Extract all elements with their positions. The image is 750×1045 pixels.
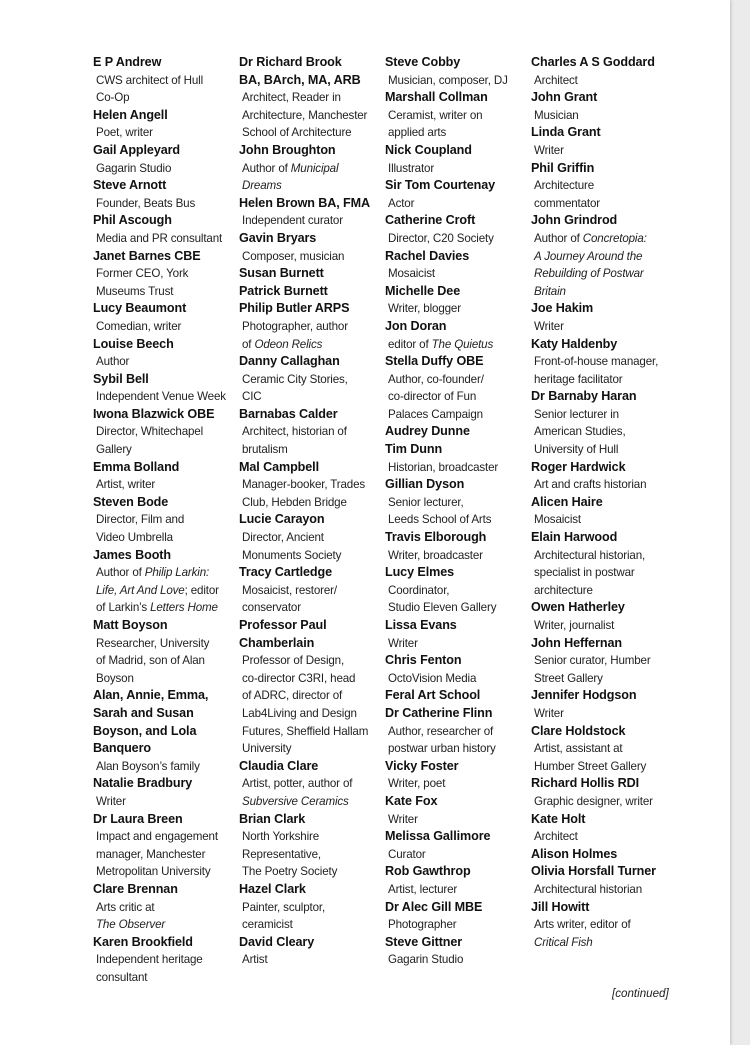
contributors-column-1 [93, 54, 243, 986]
contributor-name: Jill Howitt [531, 899, 590, 914]
contributor-entry [385, 687, 535, 705]
contributor-entry [239, 54, 389, 142]
contributor-role: Senior lecturer in [534, 407, 619, 421]
contributor-role: Artist, assistant at [534, 742, 623, 756]
contributor-role: University of Hull [534, 443, 619, 457]
contributor-name: Lucy Elmes [385, 565, 454, 580]
contributor-name: Steven Bode [93, 494, 169, 509]
contributor-role: editor of The Quietus [388, 337, 494, 351]
contributor-entry [239, 265, 389, 283]
contributor-name: Brian Clark [239, 811, 306, 826]
contributor-name: Alison Holmes [531, 846, 618, 861]
contributor-entry [385, 705, 535, 758]
contributor-role: co-director of Fun [388, 390, 477, 404]
contributor-entry [239, 881, 389, 934]
contributor-entry [93, 142, 243, 177]
contributor-name: Audrey Dunne [385, 424, 470, 439]
contributor-role: Art and crafts historian [534, 478, 647, 492]
contributor-name: Nick Coupland [385, 142, 472, 157]
contributor-role: The Observer [96, 918, 166, 932]
contributor-role: Ceramist, writer on [388, 108, 483, 122]
contributor-role: Architectural historian [534, 882, 643, 896]
contributor-role: Writer [388, 636, 418, 650]
contributor-role: Coordinator, [388, 583, 450, 597]
contributor-role: Alan Boyson’s family [96, 759, 200, 773]
contributor-entry [93, 54, 243, 107]
contributor-entry [93, 459, 243, 494]
contributor-role: conservator [242, 601, 301, 615]
contributor-name: Dr Barnaby Haran [531, 389, 637, 404]
contributor-entry [385, 529, 535, 564]
contributor-role: Author [96, 355, 130, 369]
contributor-role: Musician, composer, DJ [388, 73, 508, 87]
contributor-role: Independent heritage [96, 953, 203, 967]
contributor-name: Janet Barnes CBE [93, 248, 201, 263]
contributor-name: Clare Holdstock [531, 723, 626, 738]
contributor-name: Tracy Cartledge [239, 565, 332, 580]
contributor-role: Poet, writer [96, 126, 153, 140]
contributor-name: Joe Hakim [531, 301, 594, 316]
contributor-entry [531, 687, 681, 722]
contributor-name: Natalie Bradbury [93, 776, 193, 791]
contributor-entry [93, 212, 243, 247]
contributor-name: Dr Catherine Flinn [385, 705, 493, 720]
contributor-role: Photographer [388, 918, 457, 932]
contributor-role: brutalism [242, 443, 288, 457]
contributor-name: Boyson, and Lola [93, 723, 197, 738]
contributor-role: Media and PR consultant [96, 231, 223, 245]
contributor-entry [531, 300, 681, 335]
contributor-role: Critical Fish [534, 935, 593, 949]
contributor-role: Artist [242, 953, 268, 967]
contributor-name: Roger Hardwick [531, 459, 626, 474]
contributor-name: Alicen Haire [531, 494, 603, 509]
contributor-role: American Studies, [534, 425, 626, 439]
contributor-name: Phil Griffin [531, 160, 595, 175]
contributor-entry [531, 899, 681, 952]
contributor-entry [385, 212, 535, 247]
contributor-name: Marshall Collman [385, 90, 488, 105]
contributor-name: Chamberlain [239, 635, 315, 650]
contributor-role: Museums Trust [96, 284, 174, 298]
contributor-role: Britain [534, 284, 566, 298]
contributor-role: of ADRC, director of [242, 689, 343, 703]
contributor-entry [531, 811, 681, 846]
contributor-role: Writer [96, 794, 126, 808]
contributor-role: Writer [388, 812, 418, 826]
contributor-role: Illustrator [388, 161, 435, 175]
contributor-role: Leeds School of Arts [388, 513, 492, 527]
contributor-role: Mosaicist [534, 513, 581, 527]
contributor-entry [385, 54, 535, 89]
contributor-entry [239, 758, 389, 811]
contributor-role: Artist, lecturer [388, 882, 458, 896]
contributor-role: Independent curator [242, 214, 343, 228]
contributor-role: Video Umbrella [96, 531, 173, 545]
contributor-name: E P Andrew [93, 55, 162, 69]
contributor-role: Writer, broadcaster [388, 548, 483, 562]
contributor-role: Writer [534, 706, 564, 720]
contributor-name: Chris Fenton [385, 653, 462, 668]
contributor-entry [531, 459, 681, 494]
contributor-role: Rebuilding of Postwar [534, 267, 644, 281]
contributor-role: postwar urban history [388, 742, 496, 756]
contributor-entry [93, 494, 243, 547]
contributor-entry [385, 828, 535, 863]
contributor-entry [531, 160, 681, 213]
contributor-role: Architect [534, 73, 578, 87]
contributor-entry [531, 89, 681, 124]
contributor-role: Arts critic at [96, 900, 155, 914]
contributor-entry [239, 406, 389, 459]
contributor-name: Owen Hatherley [531, 600, 625, 615]
contributor-entry [531, 54, 681, 89]
contributor-entry [531, 863, 681, 898]
contributor-role: Ceramic City Stories, [242, 372, 348, 386]
contributor-role: Futures, Sheffield Hallam [242, 724, 369, 738]
contributor-role: School of Architecture [242, 126, 352, 140]
contributor-name: Charles A S Goddard [531, 55, 655, 69]
contributor-entry [385, 476, 535, 529]
contributor-role: Graphic designer, writer [534, 794, 653, 808]
contributor-entry [531, 388, 681, 458]
contributor-role: Artist, potter, author of [242, 777, 353, 791]
contributor-role: of Madrid, son of Alan [96, 654, 205, 668]
contributor-name: Alan, Annie, Emma, [93, 688, 209, 703]
contributor-role: Metropolitan University [96, 865, 211, 879]
contributor-role: Writer, poet [388, 777, 446, 791]
contributor-role: Writer [534, 143, 564, 157]
contributor-role: Author, co-founder/ [388, 372, 484, 386]
contributor-entry [239, 283, 389, 301]
contributor-name: Helen Brown BA, FMA [239, 195, 371, 210]
contributor-name: Banquero [93, 741, 151, 756]
contributor-entry [239, 934, 389, 969]
contributor-role: Palaces Campaign [388, 407, 483, 421]
contributor-name: John Heffernan [531, 635, 622, 650]
contributor-role: heritage facilitator [534, 372, 623, 386]
contributor-role: Actor [388, 196, 415, 210]
contributor-role: Curator [388, 847, 426, 861]
contributor-role: Mosaicist, restorer/ [242, 583, 337, 597]
contributor-role: Composer, musician [242, 249, 345, 263]
contributor-entry [385, 177, 535, 212]
contributor-entry [239, 811, 389, 881]
contributor-role: University [242, 742, 292, 756]
contributor-entry [531, 846, 681, 864]
contributor-role: Arts writer, editor of [534, 918, 631, 932]
contributor-name: Karen Brookfield [93, 934, 193, 949]
contributor-role: Boyson [96, 671, 134, 685]
contributor-name: Rachel Davies [385, 248, 470, 263]
contributor-name: Emma Bolland [93, 459, 180, 474]
contributor-role: Gagarin Studio [96, 161, 172, 175]
contributor-role: Researcher, University [96, 636, 210, 650]
contributor-role: Architecture, Manchester [242, 108, 368, 122]
contributor-role: Lab4Living and Design [242, 706, 357, 720]
contributor-name: Professor Paul [239, 618, 327, 632]
contributor-role: Author of Municipal [242, 161, 339, 175]
contributor-entry [93, 617, 243, 687]
contributor-entry [385, 142, 535, 177]
contributor-role: applied arts [388, 126, 447, 140]
contributor-role: Author of Concretopia: [534, 231, 647, 245]
contributor-name: Jon Doran [385, 318, 447, 333]
contributor-role: Manager-booker, Trades [242, 478, 366, 492]
contributor-name: Patrick Burnett [239, 283, 328, 298]
contributor-role: co-director C3RI, head [242, 671, 356, 685]
contributor-entry [531, 124, 681, 159]
contributor-name: Kate Holt [531, 811, 586, 826]
contributor-entry [239, 300, 389, 353]
contributor-name: Danny Callaghan [239, 354, 340, 369]
contributor-entry [93, 248, 243, 301]
contributor-entry [239, 617, 389, 758]
contributor-name: Gavin Bryars [239, 230, 317, 245]
contributor-role: Front-of-house manager, [534, 355, 659, 369]
contributor-entry [93, 177, 243, 212]
contributor-entry [93, 687, 243, 775]
contributor-role: Humber Street Gallery [534, 759, 647, 773]
contributor-entry [531, 494, 681, 529]
contributor-role: Architect [534, 830, 578, 844]
contributor-role: CIC [242, 390, 262, 404]
contributor-entry [239, 142, 389, 195]
contributor-entry [93, 881, 243, 934]
contributor-role: Writer [534, 319, 564, 333]
contributor-name: Clare Brennan [93, 881, 178, 896]
contributor-role: Independent Venue Week [96, 390, 226, 404]
contributor-role: Director, Film and [96, 513, 185, 527]
contributor-role: ceramicist [242, 918, 293, 932]
contributor-role: Architecture [534, 179, 595, 193]
contributor-name: Michelle Dee [385, 283, 461, 298]
contributor-entry [385, 353, 535, 423]
contributor-name: Olivia Horsfall Turner [531, 864, 656, 879]
contributor-role: Writer, journalist [534, 619, 615, 632]
contributor-entry [385, 248, 535, 283]
contributor-name: Dr Laura Breen [93, 811, 183, 826]
contributor-entry [531, 529, 681, 599]
contributor-name: Dr Richard Brook [239, 55, 342, 69]
contributor-name: Claudia Clare [239, 758, 319, 773]
contributor-role: Architect, historian of [242, 425, 347, 439]
contributor-role: Architect, Reader in [242, 91, 341, 105]
contributor-role: Life, Art And Love; editor [96, 583, 219, 597]
contributor-entry [93, 300, 243, 335]
contributor-name: James Booth [93, 547, 171, 562]
contributor-role: CWS architect of Hull [96, 73, 204, 87]
contributor-role: Director, C20 Society [388, 231, 494, 245]
contributor-entry [239, 459, 389, 512]
contributor-entry [385, 863, 535, 898]
contributor-role: of Odeon Relics [242, 337, 323, 351]
contributor-name: Feral Art School [385, 688, 481, 703]
contributor-role: Subversive Ceramics [242, 794, 349, 808]
contributors-column-4 [531, 54, 681, 951]
contributors-column-3 [385, 54, 535, 969]
contributor-entry [385, 793, 535, 828]
contributor-name: Gail Appleyard [93, 142, 181, 157]
contributor-name: Travis Elborough [385, 530, 487, 545]
contributor-name: Steve Gittner [385, 934, 463, 949]
contributor-role: Photographer, author [242, 319, 348, 333]
contributor-name: Phil Ascough [93, 213, 172, 228]
contributor-name: Steve Cobby [385, 55, 461, 69]
contributor-entry [239, 230, 389, 265]
contributor-role: Representative, [242, 847, 321, 861]
contributor-name: Stella Duffy OBE [385, 354, 484, 369]
contributor-name: John Grant [531, 90, 598, 105]
contributors-column-2 [239, 54, 389, 969]
contributor-role: Architectural historian, [534, 548, 646, 562]
contributor-role: The Poetry Society [242, 865, 338, 879]
contributor-name: Catherine Croft [385, 213, 476, 228]
contributor-role: Musician [534, 108, 579, 122]
contributor-role: Studio Eleven Gallery [388, 601, 497, 615]
contributor-name: Philip Butler ARPS [239, 301, 350, 316]
contributor-entry [93, 811, 243, 881]
contributor-name: Katy Haldenby [531, 336, 618, 351]
contributor-name: Tim Dunn [385, 442, 443, 457]
contributor-name: Helen Angell [93, 107, 168, 122]
contributor-role: Director, Ancient [242, 531, 324, 545]
contributor-role: of Larkin’s Letters Home [96, 601, 218, 615]
contributor-name: Steve Arnott [93, 178, 167, 193]
contributor-role: architecture [534, 583, 593, 597]
continued-note: [continued] [612, 987, 669, 1000]
contributor-role: Street Gallery [534, 671, 603, 685]
contributor-entry [385, 283, 535, 318]
contributor-name: Matt Boyson [93, 618, 168, 632]
contributor-role: Author of Philip Larkin: [96, 566, 210, 580]
contributor-name: Sir Tom Courtenay [385, 178, 496, 193]
contributor-entry [93, 406, 243, 459]
contributor-role: Monuments Society [242, 548, 342, 562]
contributor-role: specialist in postwar [534, 566, 635, 580]
contributor-entry [385, 564, 535, 617]
contributor-entry [239, 195, 389, 230]
contributor-entry [239, 511, 389, 564]
contributor-role: Senior lecturer, [388, 495, 464, 509]
contributor-role: Gallery [96, 443, 132, 457]
contributor-name: Lissa Evans [385, 618, 457, 632]
contributor-entry [385, 617, 535, 652]
contributor-entry [385, 89, 535, 142]
contributor-name: Louise Beech [93, 336, 174, 351]
contributor-entry [531, 599, 681, 634]
contributor-entry [93, 547, 243, 617]
contributor-entry [385, 441, 535, 476]
contributor-role: Founder, Beats Bus [96, 196, 196, 210]
contributor-name: Linda Grant [531, 125, 601, 140]
contributor-entry [385, 423, 535, 441]
contributor-entry [531, 212, 681, 300]
contributor-role: Former CEO, York [96, 267, 189, 281]
contributor-role: Painter, sculptor, [242, 900, 326, 914]
contributor-entry [385, 318, 535, 353]
contributor-name: John Grindrod [531, 213, 618, 228]
contributor-role: Gagarin Studio [388, 953, 464, 967]
contributor-name: Lucie Carayon [239, 512, 325, 527]
contributor-entry [93, 775, 243, 810]
contributor-entry [385, 934, 535, 969]
contributor-role: Director, Whitechapel [96, 425, 204, 439]
contributor-role: North Yorkshire [242, 830, 320, 844]
contributor-role: Co-Op [96, 91, 130, 105]
contributor-entry [385, 652, 535, 687]
contributor-name: Dr Alec Gill MBE [385, 899, 483, 914]
contributor-entry [531, 635, 681, 688]
contributor-role: Mosaicist [388, 267, 435, 281]
contributor-role: Senior curator, Humber [534, 654, 651, 668]
contributor-entry [93, 107, 243, 142]
contributor-role: Club, Hebden Bridge [242, 495, 347, 509]
contributor-role: Comedian, writer [96, 319, 182, 333]
contributor-name: Vicky Foster [385, 758, 459, 773]
contributor-name: Rob Gawthrop [385, 864, 471, 879]
contributor-name: Barnabas Calder [239, 406, 338, 421]
contributor-entry [239, 353, 389, 406]
contributor-entry [385, 758, 535, 793]
contributor-name: Richard Hollis RDI [531, 776, 640, 791]
contributor-role: Historian, broadcaster [388, 460, 499, 474]
contributor-entry [531, 336, 681, 389]
contributor-name: Elain Harwood [531, 530, 618, 545]
contributor-role: Dreams [242, 179, 282, 193]
contributor-role: Author, researcher of [388, 724, 494, 738]
contributor-entry [531, 723, 681, 776]
contributor-entry [239, 564, 389, 617]
contributor-name: Mal Campbell [239, 459, 319, 474]
contributor-name: John Broughton [239, 142, 336, 157]
contributor-entry [531, 775, 681, 810]
contributor-entry [93, 934, 243, 987]
contributor-name: Susan Burnett [239, 266, 324, 281]
contributor-name: Jennifer Hodgson [531, 688, 637, 703]
contributor-role: Professor of Design, [242, 654, 345, 668]
contributor-role: commentator [534, 196, 601, 210]
contributor-name: BA, BArch, MA, ARB [239, 72, 361, 87]
contributor-name: David Cleary [239, 934, 315, 949]
contributor-name: Melissa Gallimore [385, 829, 491, 844]
contributor-role: consultant [96, 970, 148, 984]
contributor-name: Iwona Blazwick OBE [93, 406, 215, 421]
contributor-entry [93, 336, 243, 371]
contributor-name: Lucy Beaumont [93, 301, 187, 316]
contributor-role: OctoVision Media [388, 671, 477, 685]
contributor-name: Sybil Bell [93, 371, 149, 386]
contributor-role: Artist, writer [96, 478, 156, 492]
contributor-entry [385, 899, 535, 934]
contributor-name: Kate Fox [385, 793, 438, 808]
contributor-role: manager, Manchester [96, 847, 206, 861]
contributor-role: Writer, blogger [388, 302, 461, 316]
contributor-role: Impact and engagement [96, 830, 218, 844]
contributor-entry [93, 371, 243, 406]
contributor-name: Gillian Dyson [385, 477, 465, 492]
contributor-name: Sarah and Susan [93, 705, 194, 720]
contributor-role: A Journey Around the [534, 249, 643, 263]
contributor-name: Hazel Clark [239, 881, 306, 896]
